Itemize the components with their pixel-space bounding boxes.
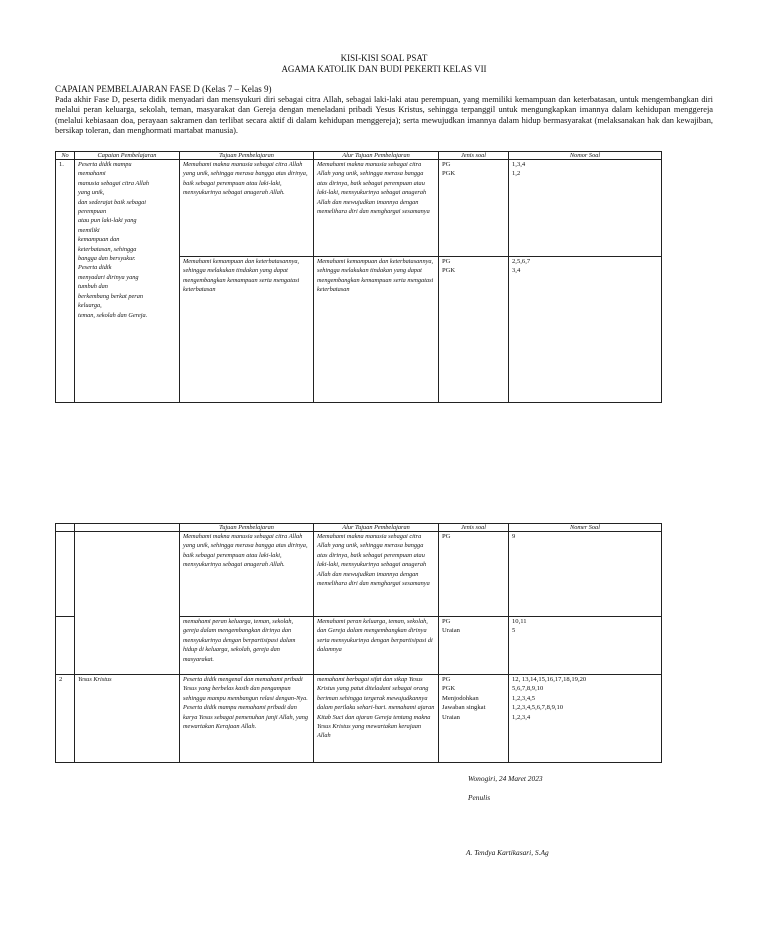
table-row [56, 160, 662, 257]
cell-alur: Memahami makna manusia sebagai citra Allah yang unik, sehingga merasa bangga atas dirinya, baik sebagai perempuan atau laki-laki, mensyukurinya sebagai anugerah Allah dan mewujudkan imannya dengan memelihara diri dan menghargai sesamanya [314, 532, 439, 617]
cell-alur: Memahami peran keluarga, teman, sekolah, dan Gereja dalam mengembangkan dirinya serta mensyukurinya dengan berpartisipasi di dalamnya [314, 617, 439, 675]
table-row [56, 532, 662, 617]
signature-place-date: Wonogiri, 24 Maret 2023 [468, 774, 543, 783]
cell-alur: Memahami kemampuan dan keterbatasannya, sehingga melakukan tindakan yang dapat mengembangkan kemampuan serta mengatasi keterbatasan [314, 257, 439, 403]
cell-tujuan: Memahami makna manusia sebagai citra Allah yang unik, sehingga merasa bangga atas dirinya, baik sebagai perempuan atau laki-laki, mensyukurinya sebagai anugerah Allah. [180, 532, 314, 617]
cell-jenis: PG PGK [439, 257, 509, 403]
header-no [56, 524, 75, 532]
header-capaian [75, 524, 180, 532]
kisi-kisi-table-1 [55, 151, 662, 403]
table-row [56, 675, 662, 763]
header-no: No [56, 152, 75, 160]
cell-no [56, 617, 75, 675]
header-alur: Alur Tujuan Pembelajaran [314, 524, 439, 532]
cell-jenis: PG Uraian [439, 617, 509, 675]
cell-capaian [75, 532, 180, 675]
cell-nomor: 9 [509, 532, 662, 617]
table-header-row [56, 524, 662, 532]
header-jenis: Jenis soal [439, 524, 509, 532]
kisi-kisi-table-2 [55, 523, 662, 763]
cell-no: 2 [56, 675, 75, 763]
cell-nomor: 10,11 5 [509, 617, 662, 675]
header-jenis: Jenis soal [439, 152, 509, 160]
signature-writer-name: A. Tendya Kartikasari, S.Ag [466, 848, 549, 857]
cell-nomor: 12, 13,14,15,16,17,18,19,20 5,6,7,8,9,10 1,2,3,4,5 1,2,3,4,5,6,7,8,9,10 1,2,3,4 [509, 675, 662, 763]
cell-no: 1. [56, 160, 75, 403]
cell-capaian: Peserta didik mampu memahami manusia sebagai citra Allah yang unik, dan sederajat baik sebagai perempuan atau pun laki-laki yang memiliki kemampuan dan keterbatasan, sehingga bangga dan bersyukur. Peserta didik menyadari dirinya yang tumbuh dan berkembang berkat peran keluarga, teman, sekolah dan Gereja. [75, 160, 180, 403]
signature-writer-label: Penulis [468, 793, 491, 802]
cell-tujuan: memahami peran keluarga, teman, sekolah, gereja dalam mengembangkan dirinya dan mensyukurinya dengan berpartisipasi dalam hidup di keluarga, sekolah, gereja dan masyarakat. [180, 617, 314, 675]
cell-tujuan: Memahami makna manusia sebagai citra Allah yang unik, sehingga merasa bangga atas dirinya, baik sebagai perempuan atau laki-laki, mensyukurinya sebagai anugerah Allah. [180, 160, 314, 257]
cell-no [56, 532, 75, 617]
capaian-paragraph: Pada akhir Fase D, peserta didik menyadari dan mensyukuri diri sebagai citra Allah, sebagai laki-laki atau perempuan, yang memiliki kemampuan dan keterbatasan, untuk mengembangkan diri melalui peran keluarga, sekolah, teman, masyarakat dan Gereja dengan meneladani pribadi Yesus Kristus, sehingga terpanggil untuk mengungkapkan imannya dalam kehidupan menggereja (melalui kebiasaan doa, perayaan sakramen dan terlibat secara aktif di dalam kehidupan menggereja); serta mewujudkan imannya dalam hidup bermasyarakat (melaksanakan hak dan kewajiban, bersikap toleran, dan menghormati martabat manusia). [55, 95, 713, 136]
cell-jenis: PG PGK Menjodohkan Jawaban singkat Uraian [439, 675, 509, 763]
cell-alur: memahami berbagai sifat dan sikap Yesus Kristus yang patut diteladani sebagai orang beriman sehingga tergerak mewujudkannya dalam perilaku sehari-hari. memahami ajaran Kitab Suci dan ajaran Gereja tentang makna Yesus Kristus yang mewartakan kerajaan Allah [314, 675, 439, 763]
cell-nomor: 2,5,6,7 3,4 [509, 257, 662, 403]
header-nomor: Nomer Soal [509, 524, 662, 532]
document-title: KISI-KISI SOAL PSAT [340, 53, 428, 63]
cell-tujuan: Memahami kemampuan dan keterbatasannya, sehingga melakukan tindakan yang dapat mengembangkan kemampuan serta mengatasi keterbatasan [180, 257, 314, 403]
cell-capaian: Yesus Kristus [75, 675, 180, 763]
header-tujuan: Tujuan Pembelajaran [180, 524, 314, 532]
document-subtitle: AGAMA KATOLIK DAN BUDI PEKERTI KELAS VII [281, 64, 487, 74]
table-header-row [56, 152, 662, 160]
header-nomor: Nomor Soal [509, 152, 662, 160]
header-capaian: Capaian Pembelajaran [75, 152, 180, 160]
capaian-heading: CAPAIAN PEMBELAJARAN FASE D (Kelas 7 – Kelas 9) [55, 84, 272, 94]
cell-jenis: PG [439, 532, 509, 617]
header-alur: Alur Tujuan Pembelajaran [314, 152, 439, 160]
cell-nomor: 1,3,4 1,2 [509, 160, 662, 257]
cell-alur: Memahami makna manusia sebagai citra Allah yang unik, sehingga merasa bangga atas dirinya, baik sebagai perempuan atau laki-laki, mensyukurinya sebagai anugerah Allah dan mewujudkan imannya dengan memelihara diri dan menghargai sesamanya [314, 160, 439, 257]
cell-tujuan: Peserta didik mengenal dan memahami pribadi Yesus yang berbelas kasih dan pengampun sehingga mampu membangun relasi dengan-Nya. Peserta didik mampu memahami pribadi dan karya Yesus sebagai pemenuhan janji Allah, yang mewartakan Kerajaan Allah. [180, 675, 314, 763]
header-tujuan: Tujuan Pembelajaran [180, 152, 314, 160]
cell-jenis: PG PGK [439, 160, 509, 257]
